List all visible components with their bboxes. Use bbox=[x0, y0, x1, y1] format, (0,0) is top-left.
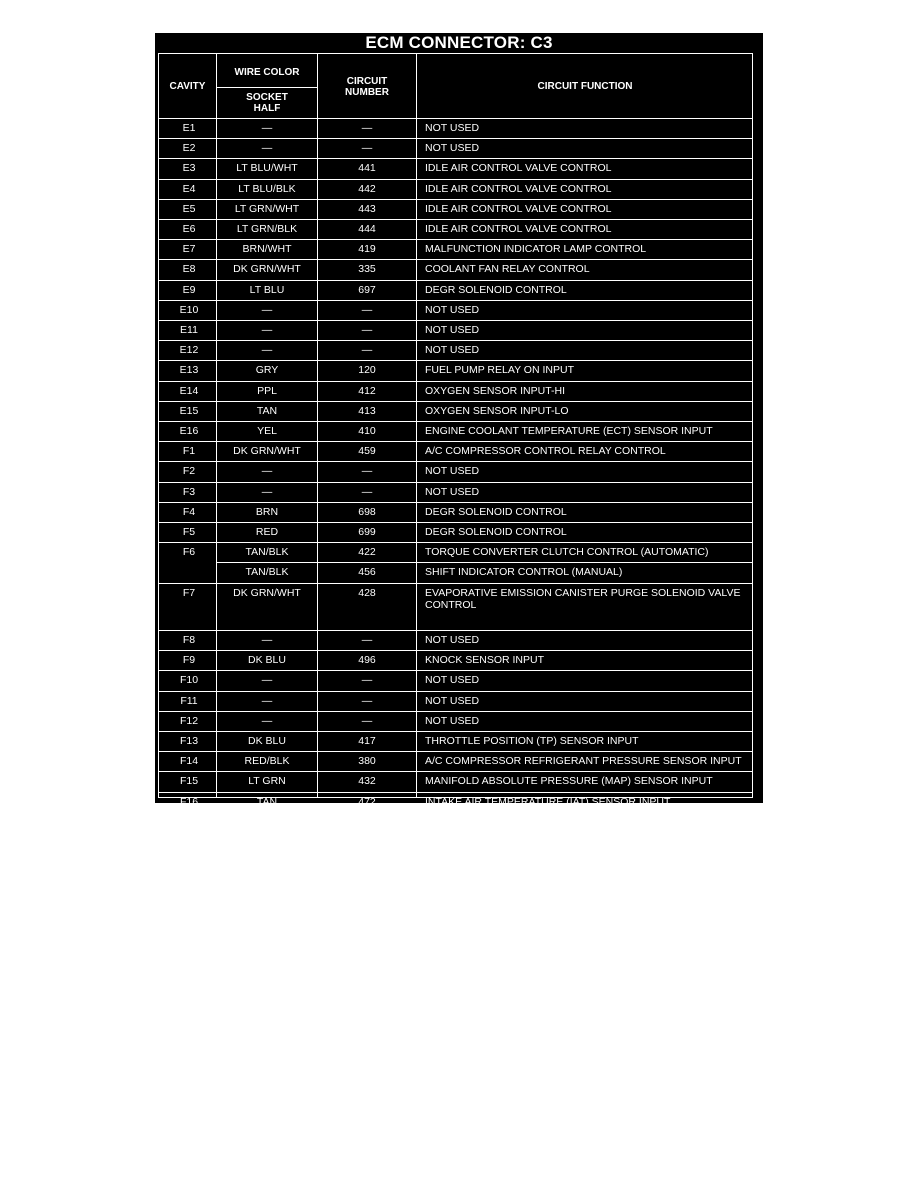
header-circuit-number: CIRCUIT NUMBER bbox=[345, 76, 389, 98]
row-divider bbox=[159, 239, 752, 240]
circuit-number-cell: — bbox=[361, 142, 373, 155]
cavity-cell: E6 bbox=[182, 223, 196, 235]
wire-color-cell: LT BLU/WHT bbox=[236, 162, 298, 175]
cavity-cell: E5 bbox=[182, 202, 196, 215]
row-divider bbox=[159, 381, 752, 382]
circuit-number-cell: 459 bbox=[358, 445, 376, 458]
circuit-number-cell: 443 bbox=[358, 202, 376, 215]
wire-color-cell: — bbox=[261, 303, 273, 316]
circuit-function-cell: TORQUE CONVERTER CLUTCH CONTROL (AUTOMATIC) bbox=[425, 546, 709, 559]
wire-color-cell: — bbox=[261, 142, 273, 155]
wire-color-cell: DK GRN/WHT bbox=[233, 586, 301, 599]
row-divider bbox=[159, 630, 752, 631]
circuit-number-cell: 380 bbox=[358, 755, 376, 768]
circuit-function-cell: IDLE AIR CONTROL VALVE CONTROL bbox=[425, 223, 612, 235]
row-divider bbox=[159, 670, 752, 671]
circuit-number-cell: 120 bbox=[358, 364, 376, 377]
wire-color-cell: — bbox=[261, 122, 273, 134]
cavity-cell: E13 bbox=[179, 364, 199, 377]
cavity-cell: F11 bbox=[180, 694, 198, 707]
wire-color-cell: DK GRN/WHT bbox=[233, 445, 301, 458]
wire-color-cell: TAN/BLK bbox=[245, 546, 289, 559]
col-line-2 bbox=[317, 54, 318, 797]
circuit-function-cell: COOLANT FAN RELAY CONTROL bbox=[425, 263, 590, 276]
circuit-function-cell: NOT USED bbox=[425, 674, 480, 687]
circuit-number-cell: 496 bbox=[358, 654, 376, 667]
cavity-cell: E16 bbox=[179, 425, 199, 437]
cavity-cell: E9 bbox=[182, 283, 196, 296]
cavity-cell: F5 bbox=[182, 526, 196, 538]
circuit-number-cell: 422 bbox=[358, 546, 376, 559]
cavity-cell: F8 bbox=[182, 634, 196, 646]
circuit-number-cell: 456 bbox=[358, 566, 376, 579]
cavity-cell: E7 bbox=[182, 243, 196, 256]
wire-color-cell: DK BLU bbox=[248, 654, 286, 667]
wire-color-cell: RED/BLK bbox=[244, 755, 290, 768]
row-divider bbox=[159, 771, 752, 772]
cavity-cell: E10 bbox=[179, 303, 199, 316]
row-divider bbox=[159, 441, 752, 442]
row-divider bbox=[159, 650, 752, 651]
cavity-cell: F4 bbox=[182, 505, 196, 518]
row-divider bbox=[159, 792, 752, 793]
circuit-number-cell: 419 bbox=[358, 243, 376, 256]
circuit-number-cell: 441 bbox=[358, 162, 376, 175]
circuit-function-cell: DEGR SOLENOID CONTROL bbox=[425, 505, 567, 518]
cavity-cell: E14 bbox=[179, 384, 199, 397]
circuit-function-cell: NOT USED bbox=[425, 694, 480, 707]
circuit-function-cell: NOT USED bbox=[425, 344, 480, 357]
connector-panel bbox=[155, 33, 763, 808]
circuit-number-cell: 412 bbox=[358, 384, 376, 397]
header-socket-half: SOCKET HALF bbox=[246, 92, 288, 114]
wire-color-cell: — bbox=[261, 694, 273, 707]
cavity-cell: E1 bbox=[182, 122, 196, 134]
circuit-function-cell: A/C COMPRESSOR CONTROL RELAY CONTROL bbox=[425, 445, 666, 458]
circuit-number-cell: — bbox=[361, 485, 373, 498]
circuit-function-cell: A/C COMPRESSOR REFRIGERANT PRESSURE SENSOR INPUT bbox=[425, 755, 742, 768]
wire-color-cell: LT GRN/BLK bbox=[236, 223, 298, 235]
row-divider bbox=[159, 300, 752, 301]
row-divider bbox=[159, 421, 752, 422]
row-divider bbox=[159, 522, 752, 523]
circuit-function-cell: THROTTLE POSITION (TP) SENSOR INPUT bbox=[425, 735, 639, 747]
circuit-function-cell: DEGR SOLENOID CONTROL bbox=[425, 526, 567, 538]
header-cavity: CAVITY bbox=[169, 81, 206, 92]
wire-color-cell: BRN bbox=[255, 505, 279, 518]
circuit-number-cell: 442 bbox=[358, 182, 376, 195]
row-divider bbox=[159, 502, 752, 503]
circuit-number-cell: 697 bbox=[358, 283, 376, 296]
circuit-number-cell: 444 bbox=[358, 223, 376, 235]
circuit-function-cell: OXYGEN SENSOR INPUT-LO bbox=[425, 404, 569, 417]
wire-color-cell: — bbox=[261, 324, 273, 336]
row-divider bbox=[159, 138, 752, 139]
cavity-cell: F7 bbox=[182, 586, 196, 599]
circuit-function-cell: NOT USED bbox=[425, 714, 480, 727]
wire-color-cell: PPL bbox=[257, 384, 277, 397]
circuit-function-cell: NOT USED bbox=[425, 485, 480, 498]
row-divider bbox=[159, 320, 752, 321]
wire-color-cell: DK BLU bbox=[248, 735, 286, 747]
wire-color-cell: — bbox=[261, 714, 273, 727]
circuit-number-cell: — bbox=[361, 122, 373, 134]
circuit-function-cell: NOT USED bbox=[425, 324, 480, 336]
circuit-number-cell: 432 bbox=[358, 775, 376, 788]
cavity-cell: E12 bbox=[179, 344, 199, 357]
col-line-3 bbox=[416, 54, 417, 797]
row-divider bbox=[216, 562, 752, 563]
circuit-function-cell: NOT USED bbox=[425, 142, 480, 155]
cavity-cell: F13 bbox=[179, 735, 199, 747]
circuit-function-cell: INTAKE AIR TEMPERATURE (IAT) SENSOR INPUT bbox=[425, 795, 671, 808]
row-divider bbox=[159, 219, 752, 220]
circuit-number-cell: 699 bbox=[358, 526, 376, 538]
wire-color-cell: DK GRN/WHT bbox=[233, 263, 301, 276]
wire-color-cell: TAN bbox=[256, 404, 278, 417]
row-divider bbox=[159, 179, 752, 180]
cavity-cell: F12 bbox=[179, 714, 199, 727]
header-circuit-function: CIRCUIT FUNCTION bbox=[537, 81, 633, 92]
row-divider bbox=[159, 340, 752, 341]
table-title: ECM CONNECTOR: C3 bbox=[365, 33, 553, 52]
row-divider bbox=[159, 731, 752, 732]
wire-color-cell: GRY bbox=[255, 364, 279, 377]
circuit-function-cell: MANIFOLD ABSOLUTE PRESSURE (MAP) SENSOR INPUT bbox=[425, 775, 713, 788]
circuit-number-cell: 335 bbox=[358, 263, 376, 276]
circuit-function-cell: OXYGEN SENSOR INPUT-HI bbox=[425, 384, 566, 397]
cavity-cell: F10 bbox=[179, 674, 199, 687]
wire-color-cell: YEL bbox=[257, 425, 277, 437]
circuit-number-cell: 410 bbox=[358, 425, 376, 437]
circuit-number-cell: — bbox=[361, 465, 373, 478]
cavity-cell: E4 bbox=[182, 182, 196, 195]
row-divider bbox=[159, 691, 752, 692]
cavity-cell: F6 bbox=[182, 546, 196, 559]
circuit-function-cell: NOT USED bbox=[425, 465, 480, 478]
circuit-function-cell: NOT USED bbox=[425, 634, 480, 646]
wire-color-cell: RED bbox=[255, 526, 279, 538]
circuit-function-cell: MALFUNCTION INDICATOR LAMP CONTROL bbox=[425, 243, 647, 256]
circuit-function-cell: DEGR SOLENOID CONTROL bbox=[425, 283, 567, 296]
connector-table bbox=[158, 53, 753, 808]
cavity-cell: F1 bbox=[182, 445, 196, 458]
row-divider bbox=[159, 711, 752, 712]
circuit-function-cell: ENGINE COOLANT TEMPERATURE (ECT) SENSOR INPUT bbox=[425, 425, 713, 437]
wire-color-cell: — bbox=[261, 485, 273, 498]
circuit-number-cell: — bbox=[361, 634, 373, 646]
wire-color-cell: LT GRN/WHT bbox=[234, 202, 300, 215]
row-divider bbox=[159, 583, 752, 584]
circuit-function-cell: FUEL PUMP RELAY ON INPUT bbox=[425, 364, 574, 377]
row-divider bbox=[159, 118, 752, 119]
circuit-number-cell: — bbox=[361, 344, 373, 357]
wire-color-cell: LT BLU bbox=[249, 283, 285, 296]
row-divider bbox=[159, 482, 752, 483]
circuit-number-cell: — bbox=[361, 674, 373, 687]
wire-color-cell: LT BLU/BLK bbox=[238, 182, 296, 195]
row-divider bbox=[159, 401, 752, 402]
circuit-number-cell: — bbox=[361, 324, 373, 336]
row-divider bbox=[159, 542, 752, 543]
row-divider bbox=[159, 259, 752, 260]
wire-color-cell: — bbox=[261, 465, 273, 478]
cavity-cell: F15 bbox=[179, 775, 199, 788]
circuit-number-cell: 413 bbox=[358, 404, 376, 417]
circuit-function-cell: NOT USED bbox=[425, 122, 480, 134]
row-divider bbox=[159, 199, 752, 200]
circuit-number-cell: — bbox=[361, 694, 373, 707]
wire-color-cell: — bbox=[261, 344, 273, 357]
circuit-function-cell: IDLE AIR CONTROL VALVE CONTROL bbox=[425, 202, 612, 215]
cavity-cell: E8 bbox=[182, 263, 196, 276]
cavity-cell: F14 bbox=[179, 755, 199, 768]
row-divider bbox=[159, 158, 752, 159]
row-divider bbox=[159, 751, 752, 752]
wire-color-cell: TAN bbox=[256, 795, 278, 808]
circuit-function-cell: NOT USED bbox=[425, 303, 480, 316]
cavity-cell: F16 bbox=[179, 795, 199, 808]
wire-color-cell: — bbox=[261, 674, 273, 687]
wire-color-cell: TAN/BLK bbox=[245, 566, 289, 579]
circuit-number-cell: — bbox=[361, 714, 373, 727]
row-divider bbox=[159, 280, 752, 281]
cavity-cell: F3 bbox=[182, 485, 196, 498]
circuit-number-cell: — bbox=[361, 303, 373, 316]
circuit-function-cell: IDLE AIR CONTROL VALVE CONTROL bbox=[425, 162, 612, 175]
circuit-number-cell: 698 bbox=[358, 505, 376, 518]
cavity-cell: E3 bbox=[182, 162, 196, 175]
header-wire-color: WIRE COLOR bbox=[234, 67, 300, 78]
circuit-number-cell: 472 bbox=[358, 795, 376, 808]
wire-color-cell: BRN/WHT bbox=[242, 243, 292, 256]
circuit-function-cell: EVAPORATIVE EMISSION CANISTER PURGE SOLENOID VALVE CONTROL bbox=[425, 586, 741, 611]
circuit-number-cell: 417 bbox=[358, 735, 376, 747]
wire-color-cell: LT GRN bbox=[248, 775, 286, 788]
circuit-function-cell: KNOCK SENSOR INPUT bbox=[425, 654, 545, 667]
cavity-cell: F9 bbox=[182, 654, 196, 667]
cavity-cell: E11 bbox=[180, 324, 198, 336]
cavity-cell: E15 bbox=[179, 404, 199, 417]
circuit-function-cell: IDLE AIR CONTROL VALVE CONTROL bbox=[425, 182, 612, 195]
circuit-number-cell: 428 bbox=[358, 586, 376, 599]
row-divider bbox=[159, 360, 752, 361]
cavity-cell: E2 bbox=[182, 142, 196, 155]
header-divider bbox=[216, 87, 317, 88]
circuit-function-cell: SHIFT INDICATOR CONTROL (MANUAL) bbox=[425, 566, 623, 579]
cavity-cell: F2 bbox=[182, 465, 196, 478]
row-divider bbox=[159, 461, 752, 462]
wire-color-cell: — bbox=[261, 634, 273, 646]
